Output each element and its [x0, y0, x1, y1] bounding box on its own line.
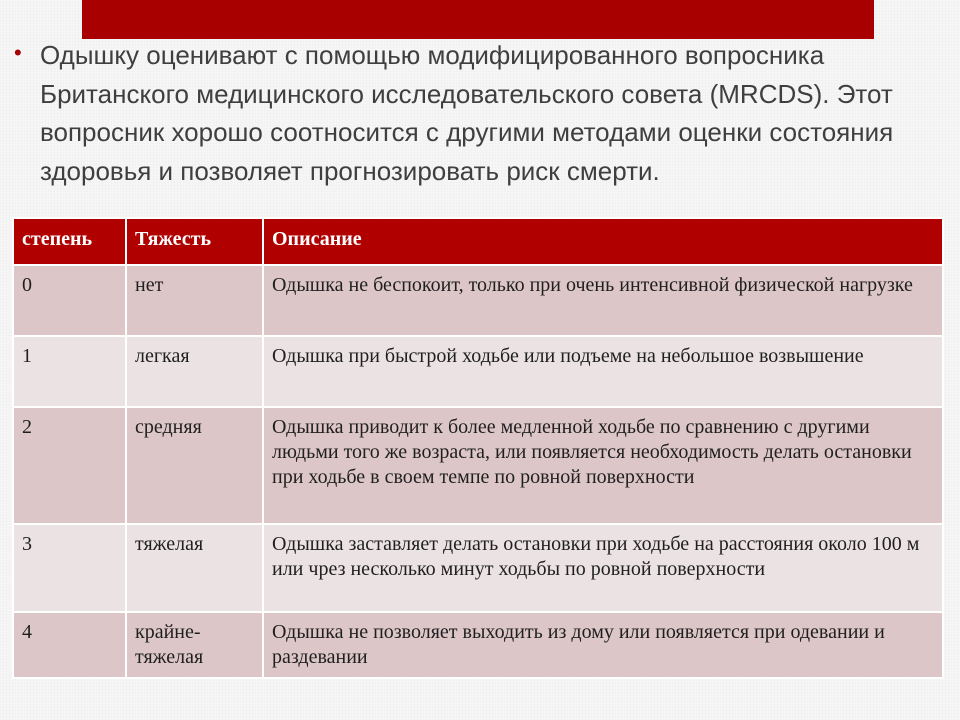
table-header-row — [13, 218, 943, 265]
cell-degree: 4 — [13, 612, 126, 678]
mrc-dyspnea-table — [12, 217, 944, 679]
cell-severity: нет — [126, 265, 263, 336]
table-row — [13, 524, 943, 612]
title-bar — [82, 0, 874, 39]
bullet-block — [14, 36, 954, 218]
cell-degree: 0 — [13, 265, 126, 336]
cell-description: Одышка не позволяет выходить из дому или появляется при одевании и раздевании — [263, 612, 943, 678]
cell-description: Одышка при быстрой ходьбе или подъеме на небольшое возвышение — [263, 336, 943, 407]
cell-severity: легкая — [126, 336, 263, 407]
cell-description: Одышка приводит к более медленной ходьбе по сравнению с другими людьми того же возраста, или появляется необходимость делать остановки при ходьбе в своем темпе по ровной поверхности — [263, 407, 943, 524]
header-description: Описание — [263, 218, 943, 265]
cell-degree: 1 — [13, 336, 126, 407]
table-row — [13, 265, 943, 336]
cell-severity: средняя — [126, 407, 263, 524]
table-row — [13, 612, 943, 678]
bullet-dot: • — [14, 40, 22, 65]
table-row — [13, 336, 943, 407]
header-severity: Тяжесть — [126, 218, 263, 265]
cell-severity: тяжелая — [126, 524, 263, 612]
cell-degree: 3 — [13, 524, 126, 612]
cell-description: Одышка не беспокоит, только при очень интенсивной физической нагрузке — [263, 265, 943, 336]
table-row — [13, 407, 943, 524]
cell-degree: 2 — [13, 407, 126, 524]
cell-severity: крайне-тяжелая — [126, 612, 263, 678]
bullet-text: Одышку оценивают с помощью модифицированного вопросника Британского медицинского исследовательского совета (MRCDS). Этот вопросник хорошо соотносится с другими методами оценки состояния здоровья и позволяет прогнозировать риск смерти. — [40, 40, 894, 186]
cell-description: Одышка заставляет делать остановки при ходьбе на расстояния около 100 м или чрез несколько минут ходьбы по ровной поверхности — [263, 524, 943, 612]
header-degree: степень — [13, 218, 126, 265]
